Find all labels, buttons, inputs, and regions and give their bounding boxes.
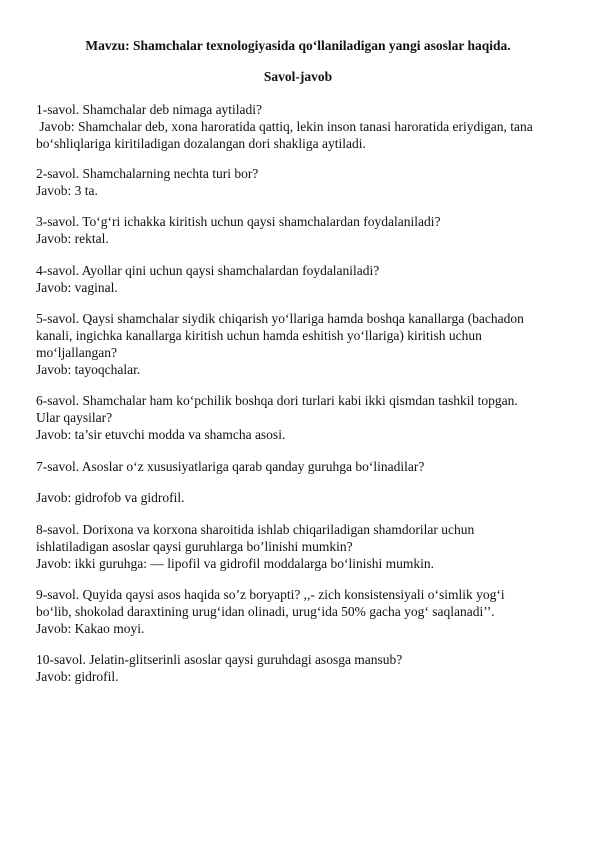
answer-4: Javob: vaginal. — [36, 280, 118, 295]
question-9-line-2: bo‘lib, shokolad daraxtining urug‘idan olinadi, urug‘ida 50% gacha yog‘ saqlanadi’’. — [36, 604, 495, 619]
question-4: 4-savol. Ayollar qini uchun qaysi shamchalardan foydalaniladi? — [36, 263, 380, 278]
answer-2: Javob: 3 ta. — [36, 183, 98, 198]
question-3: 3-savol. To‘g‘ri ichakka kiritish uchun qaysi shamchalardan foydalaniladi? — [36, 214, 441, 229]
question-5-line-2: kanali, ingichka kanallarga kiritish uchun hamda eshitish yo‘llariga) kiritish uchun — [36, 328, 482, 343]
question-9-line-1: 9-savol. Quyida qaysi asos haqida so’z boryapti? ,,- zich konsistensiyali o‘simlik yog‘i — [36, 587, 505, 602]
answer-3: Javob: rektal. — [36, 231, 109, 246]
answer-1-line-1: Javob: Shamchalar deb, xona haroratida qattiq, lekin inson tanasi haroratida eriydigan, tana — [36, 119, 533, 134]
document-subtitle: Savol-javob — [263, 69, 333, 84]
answer-7: Javob: gidrofob va gidrofil. — [36, 490, 185, 505]
question-7: 7-savol. Asoslar o‘z xususiyatlariga qarab qanday guruhga bo‘linadilar? — [36, 459, 425, 474]
question-6-line-2: Ular qaysilar? — [36, 410, 113, 425]
question-5-line-3: mo‘ljallangan? — [36, 345, 117, 360]
question-10: 10-savol. Jelatin-glitserinli asoslar qaysi guruhdagi asosga mansub? — [36, 652, 403, 667]
answer-8: Javob: ikki guruhga: — lipofil va gidrofil moddalarga bo‘linishi mumkin. — [36, 556, 434, 571]
answer-10: Javob: gidrofil. — [36, 669, 119, 684]
answer-6: Javob: ta’sir etuvchi modda va shamcha asosi. — [36, 427, 286, 442]
question-1: 1-savol. Shamchalar deb nimaga aytiladi? — [36, 102, 263, 117]
answer-9: Javob: Kakao moyi. — [36, 621, 145, 636]
answer-1-line-2: bo‘shliqlariga kiritiladigan dozalangan dori shakliga aytiladi. — [36, 136, 366, 151]
answer-5: Javob: tayoqchalar. — [36, 362, 141, 377]
question-8-line-1: 8-savol. Dorixona va korxona sharoitida ishlab chiqariladigan shamdorilar uchun — [36, 522, 475, 537]
document-title: Mavzu: Shamchalar texnologiyasida qo‘llaniladigan yangi asoslar haqida. — [85, 38, 511, 53]
question-8-line-2: ishlatiladigan asoslar qaysi guruhlarga bo’linishi mumkin? — [36, 539, 353, 554]
question-2: 2-savol. Shamchalarning nechta turi bor? — [36, 166, 259, 181]
question-6-line-1: 6-savol. Shamchalar ham ko‘pchilik boshqa dori turlari kabi ikki qismdan tashkil topgan. — [36, 393, 518, 408]
question-5-line-1: 5-savol. Qaysi shamchalar siydik chiqarish yo‘llariga hamda boshqa kanallarga (bachadon — [36, 311, 524, 326]
